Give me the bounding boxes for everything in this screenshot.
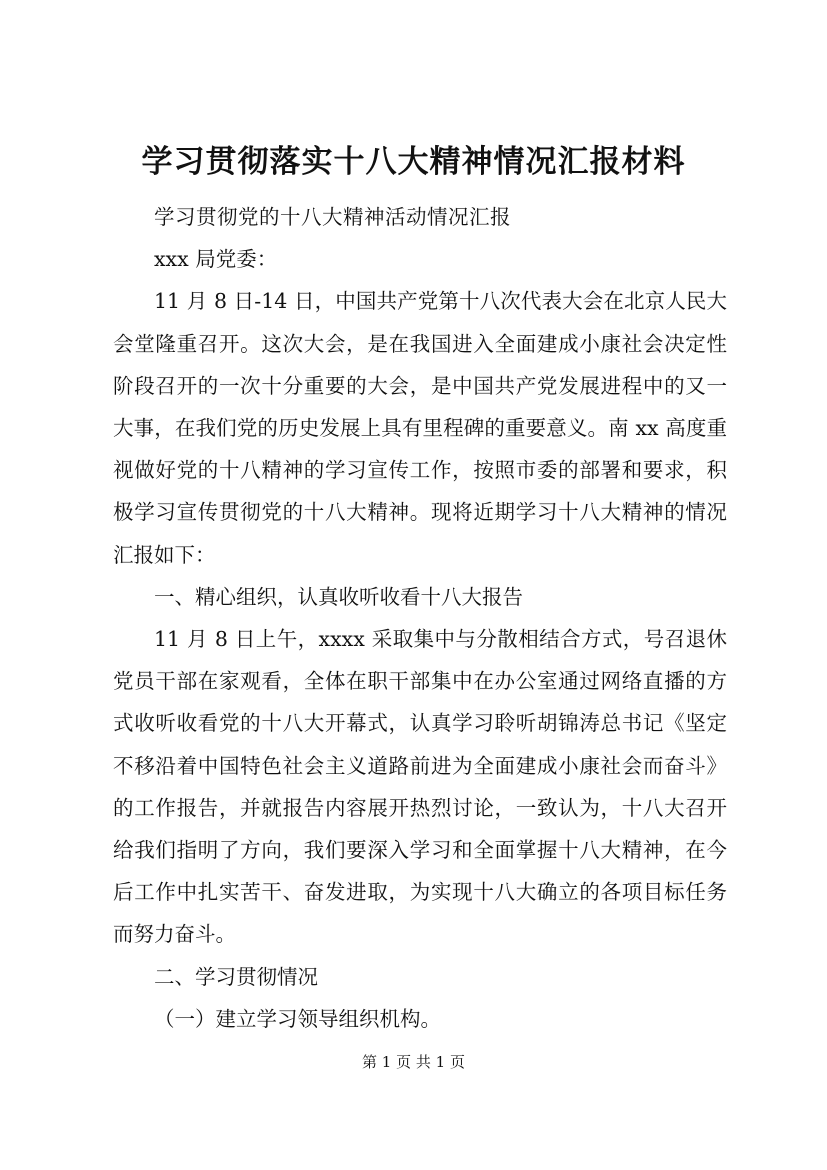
page-footer: 第 1 页 共 1 页 <box>362 1053 465 1071</box>
section-1-paragraph: 11 月 8 日上午，xxxx 采取集中与分散相结合方式，号召退休党员干部在家观看，全体在职干部集中在办公室通过网络直播的方式收听收看党的十八大开幕式，认真学习聆听胡锦涛总书记《坚定不移沿着中国特色社会主义道路前进为全面建成小康社会而奋斗》的工作报告，并就报告内容展开热烈讨论，一致认为，十八大召开给我们指明了方向，我们要深入学习和全面掌握十八大精神，在今后工作中扎实苦干、奋发进取，为实现十八大确立的各项目标任务而努力奋斗。 <box>113 627 727 947</box>
salutation-paragraph: xxx 局党委： <box>154 247 278 272</box>
section-heading-2: 二、学习贯彻情况 <box>154 964 318 989</box>
subtitle-paragraph: 学习贯彻党的十八大精神活动情况汇报 <box>154 205 511 229</box>
intro-paragraph: 11 月 8 日-14 日，中国共产党第十八次代表大会在北京人民大会堂隆重召开。这次大会，是在我国进入全面建成小康社会决定性阶段召开的一次十分重要的大会，是中国共产党发展进程中的又一大事，在我们党的历史发展上具有里程碑的重要意义。南 xx 高度重视做好党的十八精神的学习宣传工作，按照市委的部署和要求，积极学习宣传贯彻党的十八大精神。现将近期学习十八大精神的情况汇报如下： <box>113 289 727 567</box>
subsection-heading-1: （一）建立学习领导组织机构。 <box>154 1006 441 1031</box>
document-body <box>113 196 727 1040</box>
section-heading-1: 一、精心组织，认真收听收看十八大报告 <box>154 584 523 609</box>
document-title: 学习贯彻落实十八大精神情况汇报材料 <box>141 144 686 180</box>
